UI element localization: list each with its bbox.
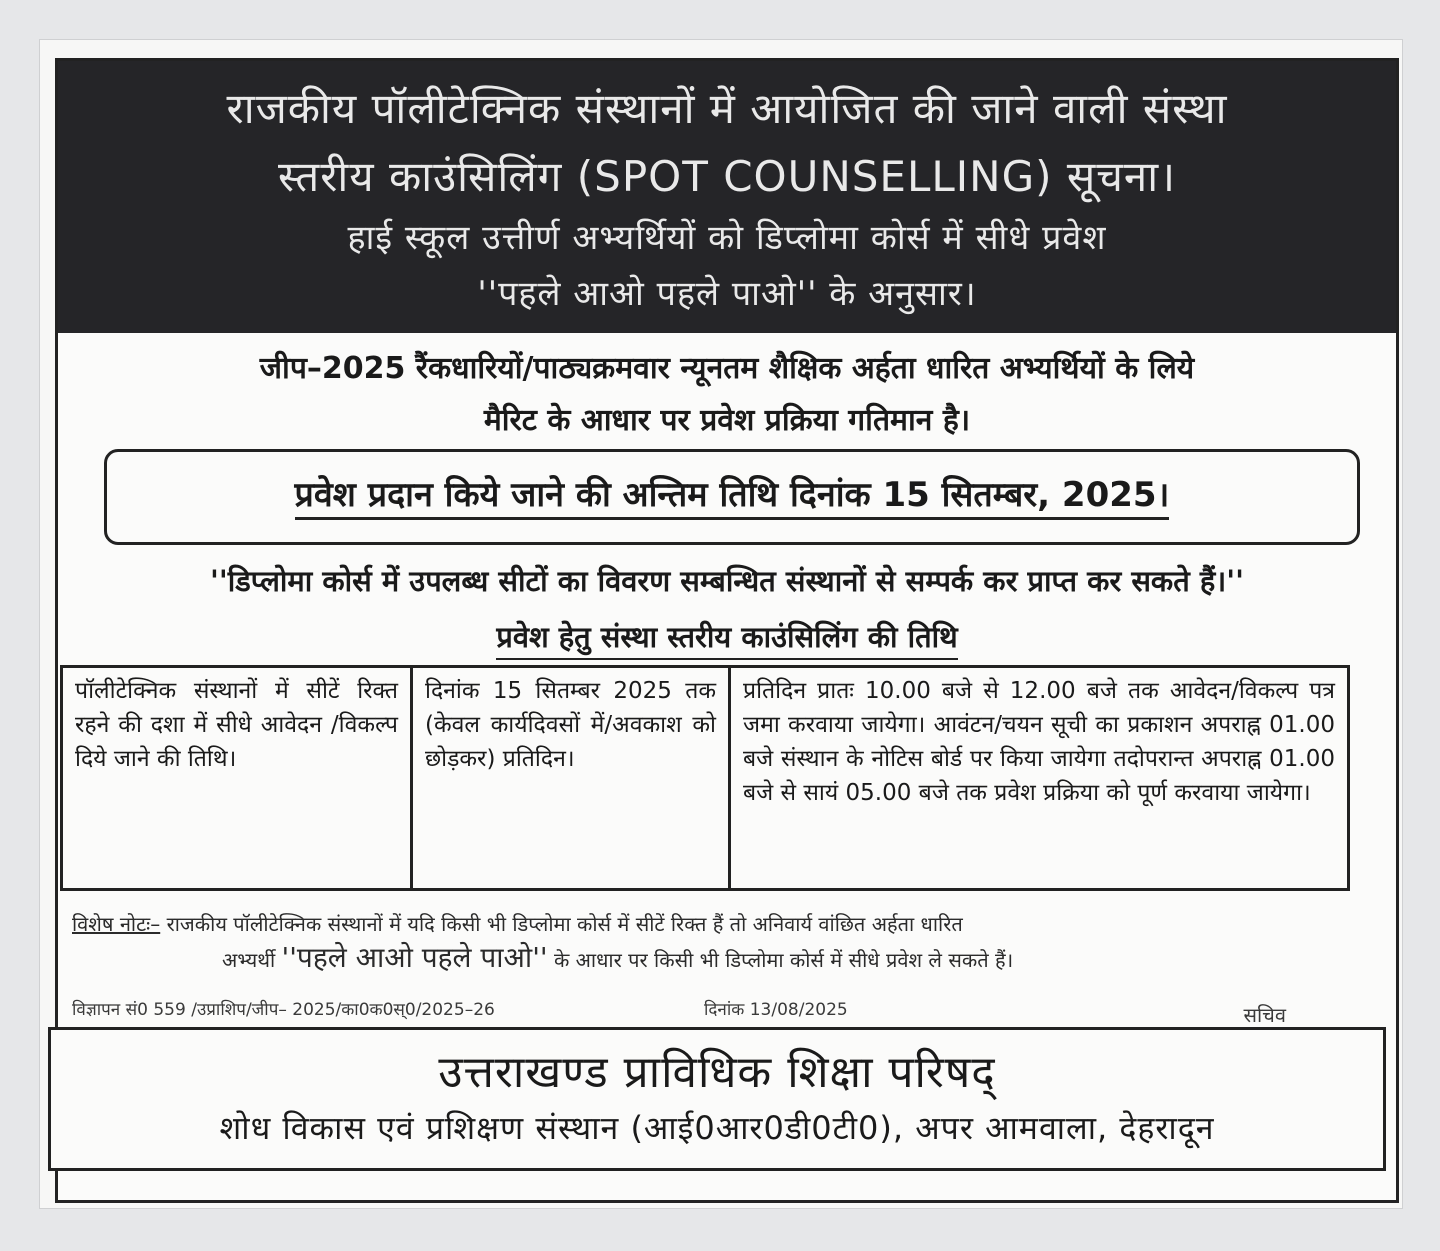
special-note-line-2: [72, 941, 1336, 977]
schedule-cell-description: पॉलीटेक्निक संस्थानों में सीटें रिक्त रहने की दशा में सीधे आवेदन /विकल्प दिये जाने की तिथि।: [63, 668, 413, 888]
issue-date: दिनांक 13/08/2025: [704, 1000, 848, 1020]
schedule-cell-date: दिनांक 15 सितम्बर 2025 तक (केवल कार्यदिवसों में/अवकाश को छोड़कर) प्रतिदिन।: [413, 668, 731, 888]
special-note-text-2b: के आधार पर किसी भी डिप्लोमा कोर्स में सीधे प्रवेश ले सकते हैं।: [547, 948, 1014, 972]
deadline-label: प्रवेश प्रदान किये जाने की अन्तिम तिथि दिनांक 15 सितम्बर, 2025।: [295, 475, 1170, 520]
special-note-emphasis: ''पहले आओ पहले पाओ'': [281, 941, 548, 974]
deadline-text: [107, 470, 1357, 516]
issuer-address: शोध विकास एवं प्रशिक्षण संस्थान (आई0आर0डी0टी0), अपर आमवाला, देहरादून: [219, 1109, 1215, 1147]
special-note-label: विशेष नोटः–: [72, 912, 161, 936]
banner-subtitle-line-2: ''पहले आओ पहले पाओ'' के अनुसार।: [477, 274, 977, 314]
special-note-text-1: राजकीय पॉलीटेक्निक संस्थानों में यदि किसी भी डिप्लोमा कोर्स में सीटें रिक्त हैं तो अनिवार्य वांछित अर्हता धारित: [160, 912, 963, 936]
banner-title-line-1: राजकीय पॉलीटेक्निक संस्थानों में आयोजित की जाने वाली संस्था: [226, 84, 1228, 133]
intro-line-2: मैरिट के आधार पर प्रवेश प्रक्रिया गतिमान है।: [483, 403, 971, 438]
admission-intro: [88, 343, 1366, 447]
banner-title-line-2: स्तरीय काउंसिलिंग (SPOT COUNSELLING) सूचना।: [277, 152, 1177, 201]
deadline-box: [104, 449, 1360, 545]
special-note: [72, 907, 1336, 977]
advertisement-number: विज्ञापन सं0 559 /उप्राशिप/जीप– 2025/का0क0स्0/2025–26: [72, 1000, 495, 1020]
counselling-date-heading-text: प्रवेश हेतु संस्था स्तरीय काउंसिलिंग की तिथि: [496, 620, 957, 660]
notice-frame: [55, 58, 1399, 1203]
reference-row: [72, 997, 1286, 1027]
schedule-cell-timing: प्रतिदिन प्रातः 10.00 बजे से 12.00 बजे तक आवेदन/विकल्प पत्र जमा करवाया जायेगा। आवंटन/चयन सूची का प्रकाशन अपराह्न 01.00 बजे संस्थान के नोटिस बोर्ड पर किया जायेगा तदोपरान्त अपराह्न 01.00 बजे से सायं 05.00 बजे तक प्रवेश प्रक्रिया को पूर्ण करवाया जायेगा।: [743, 678, 1335, 806]
issuer-footer: [48, 1027, 1386, 1171]
notice-header-banner: [58, 61, 1396, 333]
intro-line-1: जीप–2025 रैंकधारियों/पाठ्यक्रमवार न्यूनतम शैक्षिक अर्हता धारित अभ्यर्थियों के लिये: [259, 351, 1195, 386]
special-note-text-2a: अभ्यर्थी: [222, 948, 282, 972]
signatory: सचिव: [1243, 1003, 1286, 1027]
seat-details-notice: ''डिप्लोमा कोर्स में उपलब्ध सीटों का विवरण सम्बन्धित संस्थानों से सम्पर्क कर प्राप्त कर सकते हैं।'': [210, 564, 1244, 598]
special-note-line-1: [72, 907, 1336, 941]
counselling-date-heading: [58, 617, 1396, 656]
banner-subtitle-line-1: हाई स्कूल उत्तीर्ण अभ्यर्थियों को डिप्लोमा कोर्स में सीधे प्रवेश: [347, 218, 1107, 258]
schedule-table: [60, 665, 1350, 891]
issuer-name: उत्तराखण्ड प्राविधिक शिक्षा परिषद्: [438, 1047, 996, 1098]
